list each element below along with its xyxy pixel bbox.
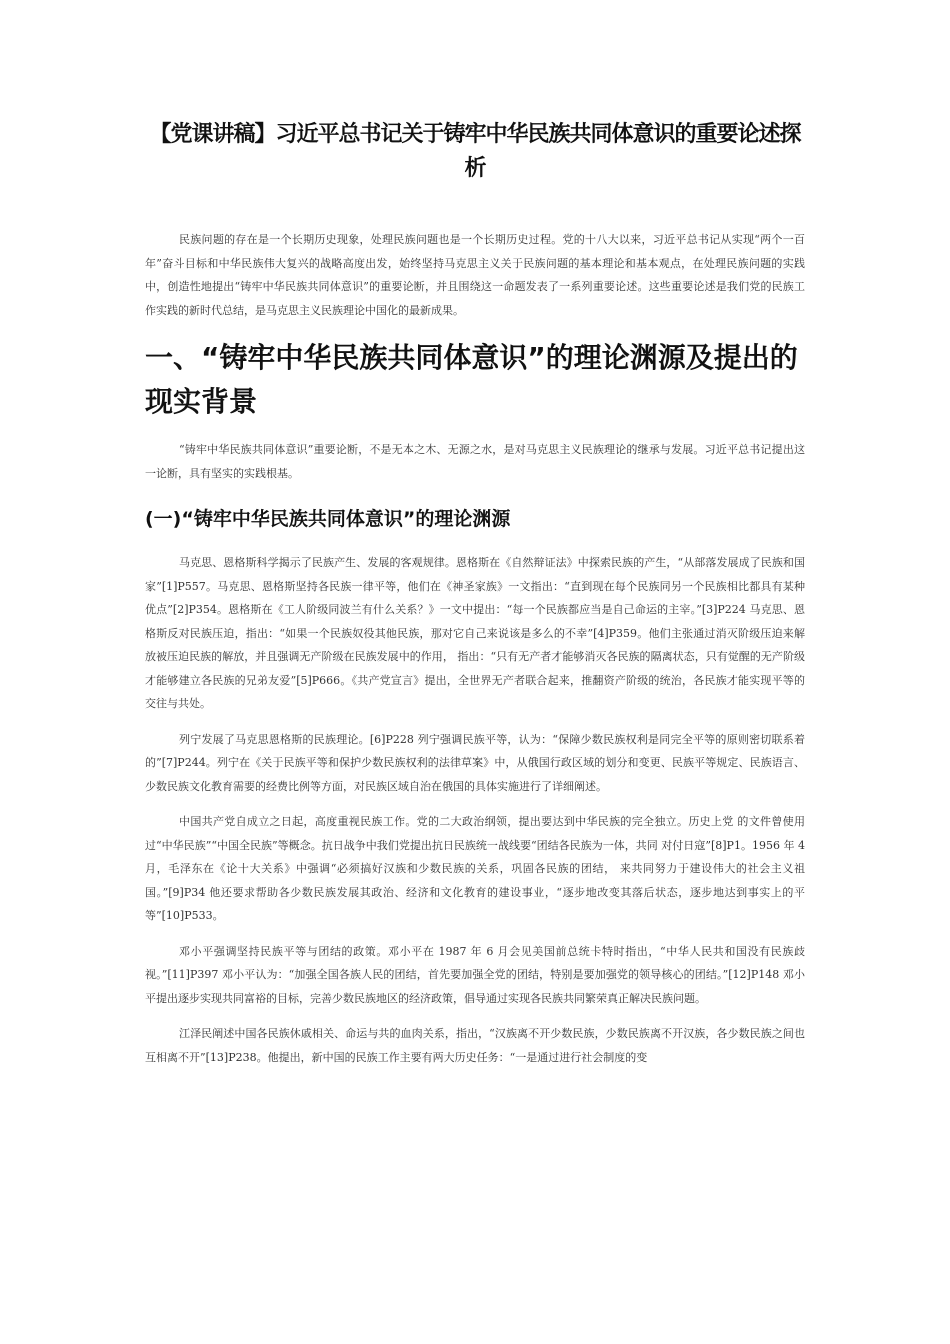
section-1-heading: 一、“铸牢中华民族共同体意识”的理论渊源及提出的现实背景 [145, 341, 798, 418]
body-paragraph-jiang: 江泽民阐述中国各民族休戚相关、命运与共的血肉关系，指出，“汉族离不开少数民族，少数民族离不开汉族，各少数民族之间也互相离不开”[13]P238。他提出，新中国的民族工作主要有两大历史任务：“一是通过进行社会制度的变 [145, 1027, 805, 1064]
body-paragraph-lenin: 列宁发展了马克思恩格斯的民族理论。[6]P228 列宁强调民族平等，认为：“保障少数民族权利是同完全平等的原则密切联系着的”[7]P244。列宁在《关于民族平等和保护少数民族权利的法律草案》中，从俄国行政区域的划分和变更、民族平等规定、民族语言、少数民族文化教育需要的经费比例等方面，对民族区域自治在俄国的具体实施进行了详细阐述。 [145, 732, 805, 793]
subsection-1-heading: (一)“铸牢中华民族共同体意识”的理论渊源 [145, 508, 511, 530]
document-title: 【党课讲稿】习近平总书记关于铸牢中华民族共同体意识的重要论述探析 [149, 122, 801, 181]
document-page [145, 118, 805, 1081]
body-paragraph-marx: 马克思、恩格斯科学揭示了民族产生、发展的客观规律。恩格斯在《自然辩证法》中探索民族的产生，“从部落发展成了民族和国家”[1]P557。马克思、恩格斯坚持各民族一律平等，他们在《神圣家族》一文指出：“直到现在每个民族同另一个民族相比都具有某种优点”[2]P354。恩格斯在《工人阶级同波兰有什么关系？》一文中提出：“每一个民族都应当是自己命运的主宰。”[3]P224 马克思、恩格斯反对民族压迫，指出：“如果一个民族奴役其他民族，那对它自己来说该是多么的不幸”[4]P359。他们主张通过消灭阶级压迫来解放被压迫民族的解放，并且强调无产阶级在民族发展中的作用， 指出：“只有无产者才能够消灭各民族的隔离状态，只有觉醒的无产阶级才能够建立各民族的兄弟友爱”[5]P666。《共产党宣言》提出，全世界无产者联合起来，推翻资产阶级的统治，各民族才能实现平等的交往与共处。 [145, 556, 805, 710]
body-paragraph-cpc: 中国共产党自成立之日起，高度重视民族工作。党的二大政治纲领，提出要达到中华民族的完全独立。历史上党 的文件曾使用过“中华民族”“中国全民族”等概念。抗日战争中我们党提出抗日民族统一战线要“团结各民族为一体，共同 对付日寇”[8]P1。1956 年 4 月，毛泽东在《论十大关系》中强调“必须搞好汉族和少数民族的关系，巩固各民族的团结， 来共同努力于建设伟大的社会主义祖国。”[9]P34 他还要求帮助各少数民族发展其政治、经济和文化教育的建设事业，“逐步地改变其落后状态，逐步地达到事实上的平等”[10]P533。 [145, 815, 805, 922]
body-paragraph-deng: 邓小平强调坚持民族平等与团结的政策。邓小平在 1987 年 6 月会见美国前总统卡特时指出，“中华人民共和国没有民族歧视。”[11]P397 邓小平认为：“加强全国各族人民的团结，首先要加强全党的团结，特别是要加强党的领导核心的团结。”[12]P148 邓小平提出逐步实现共同富裕的目标，完善少数民族地区的经济政策，倡导通过实现各民族共同繁荣真正解决民族问题。 [145, 944, 805, 1005]
section-1-intro: “铸牢中华民族共同体意识”重要论断，不是无本之木、无源之水，是对马克思主义民族理论的继承与发展。习近平总书记提出这一论断，具有坚实的实践根基。 [145, 443, 805, 480]
intro-paragraph: 民族问题的存在是一个长期历史现象，处理民族问题也是一个长期历史过程。党的十八大以来，习近平总书记从实现“两个一百年”奋斗目标和中华民族伟大复兴的战略高度出发，始终坚持马克思主义关于民族问题的基本理论和基本观点，在处理民族问题的实践中，创造性地提出“铸牢中华民族共同体意识”的重要论断，并且围绕这一命题发表了一系列重要论述。这些重要论述是我们党的民族工作实践的新时代总结，是马克思主义民族理论中国化的最新成果。 [145, 233, 805, 317]
intro-block [145, 228, 805, 322]
